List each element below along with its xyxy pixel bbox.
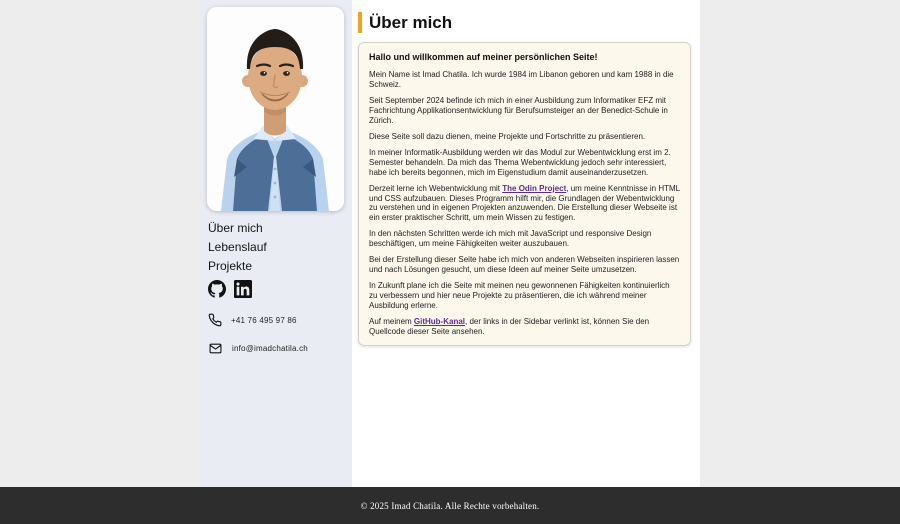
about-paragraph: Mein Name ist Imad Chatila. Ich wurde 1984 im Libanon geboren und kam 1988 in die Schweiz. xyxy=(369,70,674,89)
about-intro: Hallo und willkommen auf meiner persönlichen Seite! xyxy=(369,52,598,62)
nav-item-ueber-mich[interactable]: Über mich xyxy=(208,221,263,235)
email-address: info@imadchatila.ch xyxy=(232,344,308,353)
about-paragraphs xyxy=(369,70,680,337)
about-paragraph: Auf meinem GitHub-Kanal, der links in der Sidebar verlinkt ist, können Sie den Quellcode dieser Seite ansehen. xyxy=(369,317,650,336)
about-paragraph: Bei der Erstellung dieser Seite habe ich mich von anderen Webseiten inspirieren lassen und nach Lösungen gesucht, um diese Ideen auf meiner Seite umzusetzen. xyxy=(369,255,680,274)
inline-link[interactable]: The Odin Project xyxy=(502,183,567,193)
site-container xyxy=(200,0,700,487)
github-icon[interactable] xyxy=(208,280,226,298)
profile-photo xyxy=(207,7,344,211)
email-icon xyxy=(208,342,223,355)
sidebar-nav xyxy=(207,222,345,272)
about-paragraph: Seit September 2024 befinde ich mich in einer Ausbildung zum Informatiker EFZ mit Fachrichtung Applikationsentwicklung für Berufsumsteiger an der Benedict-Schule in Zürich. xyxy=(369,96,668,125)
portrait-illustration xyxy=(207,7,344,211)
about-paragraph: In den nächsten Schritten werde ich mich mit JavaScript und responsive Design beschäftigen, um meine Fähigkeiten weiter auszubauen. xyxy=(369,229,652,248)
phone-icon xyxy=(208,313,222,327)
phone-number: +41 76 495 97 86 xyxy=(231,315,297,325)
email-link[interactable] xyxy=(207,342,345,355)
about-card xyxy=(358,42,691,346)
nav-item-lebenslauf[interactable]: Lebenslauf xyxy=(208,240,267,254)
about-paragraph: In meiner Informatik-Ausbildung werden wir das Modul zur Webentwicklung erst im 2. Semester behandeln. Da mich das Thema Webentwicklung jedoch sehr interessiert, habe ich bereits begonnen, mich im Eigenstudium damit auseinanderzusetzen. xyxy=(369,148,671,177)
copyright-text: © 2025 Imad Chatila. Alle Rechte vorbehalten. xyxy=(360,500,540,511)
main-content xyxy=(352,0,700,487)
about-paragraph: Diese Seite soll dazu dienen, meine Projekte und Fortschritte zu präsentieren. xyxy=(369,131,646,141)
inline-link[interactable]: GitHub-Kanal xyxy=(413,317,466,326)
linkedin-icon[interactable] xyxy=(234,280,252,298)
about-paragraph: Derzeit lerne ich Webentwicklung mit The Odin Project, um meine Kenntnisse in HTML und CSS aufzubauen. Dieses Programm hilft mir, die Grundlagen der Webentwicklung zu verstehen und in eigenen Projekten anzuwenden. Die Erstellung dieser Webseite ist ein erster praktischer Schritt, um mein Wissen zu festigen. xyxy=(369,183,680,222)
phone-link[interactable] xyxy=(207,313,345,327)
about-paragraph: In Zukunft plane ich die Seite mit meinen neu gewonnenen Fähigkeiten kontinuierlich zu verbessern und hier neue Projekte zu präsentieren, die ich während meiner Ausbildung erlerne. xyxy=(369,281,670,310)
footer xyxy=(0,487,900,524)
page-title: Über mich xyxy=(358,12,692,33)
social-links xyxy=(207,280,345,298)
nav-item-projekte[interactable]: Projekte xyxy=(208,259,253,273)
sidebar xyxy=(200,0,352,487)
